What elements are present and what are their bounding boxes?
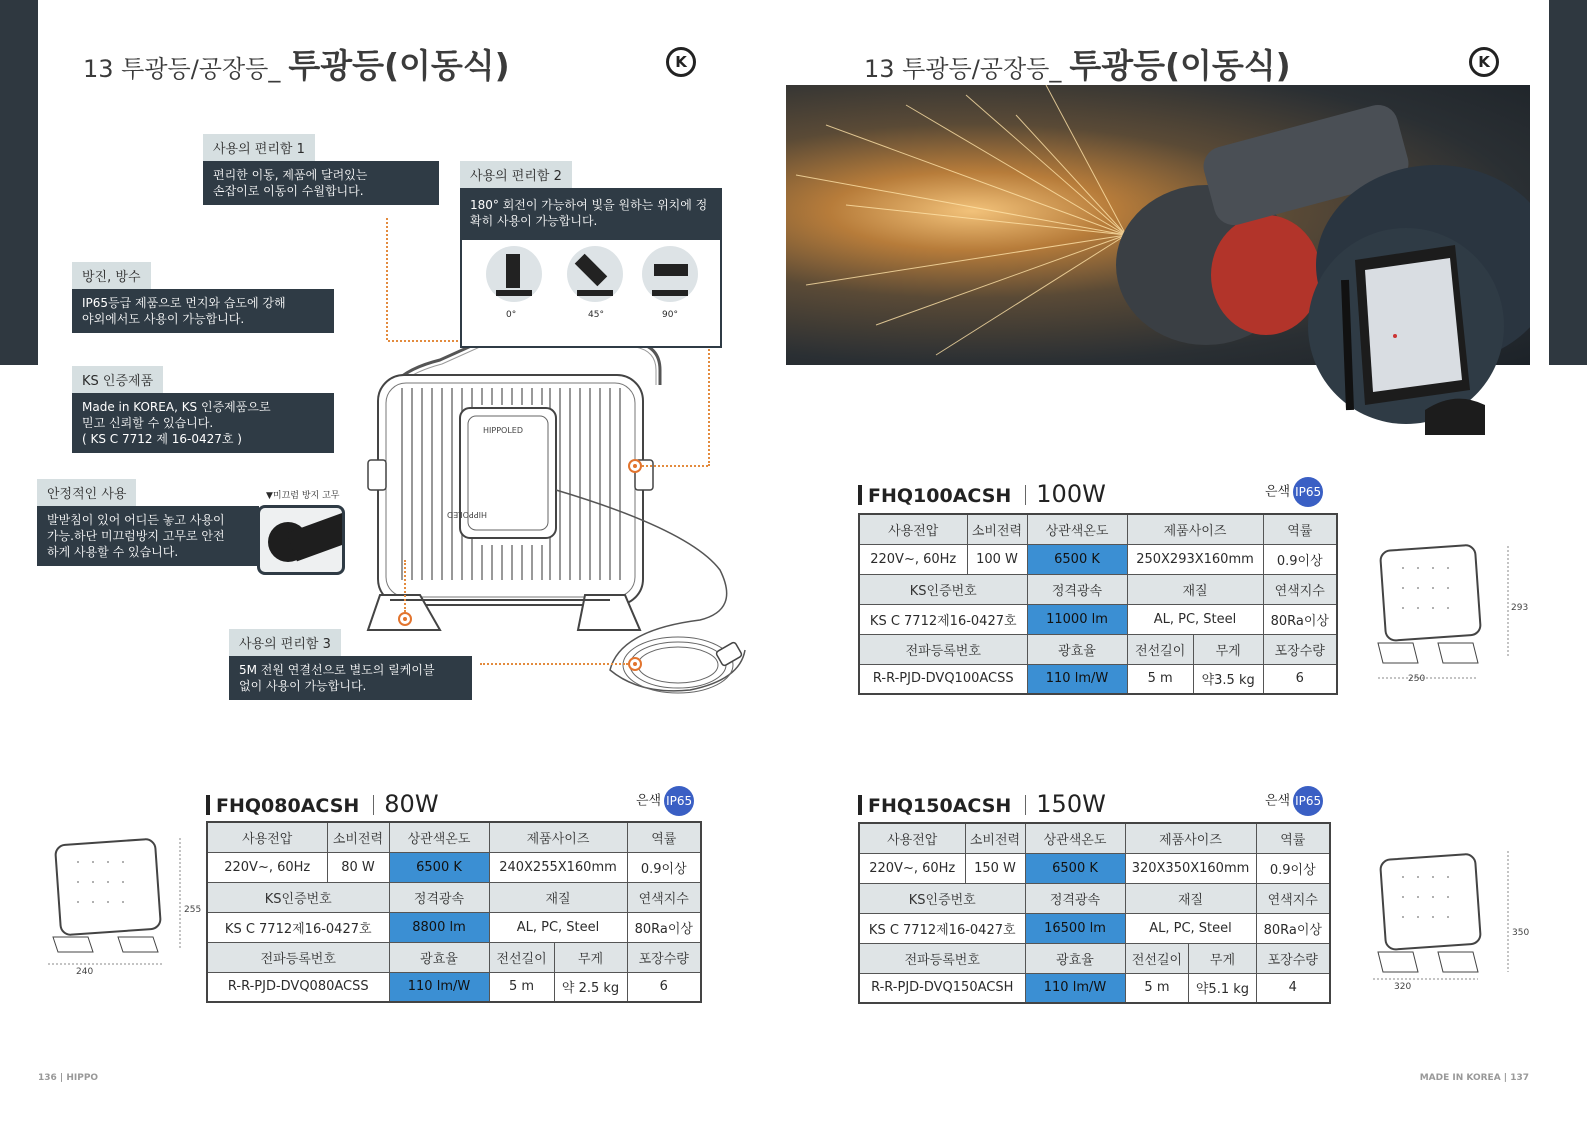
spec-header: 상관색온도 <box>1027 514 1127 544</box>
rubber-label: ▼미끄럼 방지 고무 <box>266 491 340 501</box>
spec-header: 재질 <box>1127 574 1263 604</box>
footer-page-left: 136 | HIPPO <box>38 1073 99 1083</box>
angle-45-icon <box>567 246 623 302</box>
model-heading-100 <box>858 480 1106 508</box>
spec-cell: 5 m <box>489 972 554 1002</box>
feature-tag: 방진, 방수 <box>72 262 151 289</box>
spec-cell: 110 lm/W <box>389 972 489 1002</box>
spec-cell: 0.9이상 <box>1263 544 1337 574</box>
spec-cell: R-R-PJD-DVQ100ACSS <box>859 664 1027 694</box>
spec-header: 정격광속 <box>1027 574 1127 604</box>
spec-cell: 6500 K <box>1027 544 1127 574</box>
color-label: 은색 <box>636 793 662 809</box>
feature-convenience-2 <box>460 161 722 348</box>
spec-header: 무게 <box>1193 634 1263 664</box>
dim-height: 255 <box>184 905 202 915</box>
callout-dot-rotation <box>628 459 642 473</box>
left-page-title <box>83 40 510 87</box>
spec-cell: 약 2.5 kg <box>554 972 627 1002</box>
ip-rating-icon: IP65 <box>1293 786 1323 816</box>
spec-header: 무게 <box>554 942 627 972</box>
spec-cell: 16500 lm <box>1025 913 1125 943</box>
spec-header: KS인증번호 <box>859 574 1027 604</box>
callout-dot-feet <box>398 612 412 626</box>
spec-cell: AL, PC, Steel <box>1125 913 1256 943</box>
spec-cell: R-R-PJD-DVQ080ACSS <box>207 972 389 1002</box>
right-edge-bar <box>1549 0 1587 365</box>
spec-table-100 <box>858 513 1338 695</box>
model-name: FHQ080ACSH <box>216 795 360 817</box>
spec-cell: 0.9이상 <box>627 852 701 882</box>
spec-cell: 6500 K <box>389 852 489 882</box>
right-page-title <box>864 40 1291 87</box>
dimension-drawing-80 <box>38 832 208 982</box>
dimension-drawing-100 <box>1368 538 1528 688</box>
spec-header: 상관색온도 <box>1025 823 1125 853</box>
spec-header: 포장수량 <box>1256 943 1330 973</box>
dim-width: 320 <box>1394 982 1412 992</box>
spec-header: 사용전압 <box>859 514 967 544</box>
spec-cell: 8800 lm <box>389 912 489 942</box>
spec-header: 사용전압 <box>859 823 965 853</box>
spec-header: 연색지수 <box>1256 883 1330 913</box>
color-ip-badge <box>1265 786 1323 816</box>
ip-rating-icon: IP65 <box>664 786 694 816</box>
spec-header: 포장수량 <box>1263 634 1337 664</box>
model-watt: 100W <box>1036 480 1106 508</box>
anti-slip-rubber-photo <box>257 505 345 575</box>
feature-tag: 사용의 편리함 3 <box>229 629 341 656</box>
color-label: 은색 <box>1265 484 1291 500</box>
angle-label: 0° <box>506 310 517 320</box>
spec-cell: 250X293X160mm <box>1127 544 1263 574</box>
spec-table-150 <box>858 822 1331 1004</box>
spec-cell: 100 W <box>967 544 1027 574</box>
spec-header: 제품사이즈 <box>489 822 627 852</box>
spec-header: 연색지수 <box>1263 574 1337 604</box>
feature-ks-certified <box>72 366 334 453</box>
spec-cell: 6500 K <box>1025 853 1125 883</box>
spec-cell: 220V~, 60Hz <box>859 853 965 883</box>
spec-header: 정격광속 <box>1025 883 1125 913</box>
spec-cell: 5 m <box>1127 664 1193 694</box>
ks-mark-icon: K <box>1469 47 1499 77</box>
spec-header: 전선길이 <box>1125 943 1189 973</box>
spec-cell: 150 W <box>965 853 1025 883</box>
spec-cell: 5 m <box>1125 973 1189 1003</box>
feature-text: Made in KOREA, KS 인증제품으로 믿고 신뢰할 수 있습니다. ( KS C 7712 제 16-0427호 ) <box>72 393 334 453</box>
spec-header: 역률 <box>1263 514 1337 544</box>
model-watt: 80W <box>384 790 439 818</box>
spec-header: 전파등록번호 <box>859 943 1025 973</box>
lamp-brand-bottom: HIPPOLED <box>447 510 487 519</box>
spec-header: 전선길이 <box>489 942 554 972</box>
spec-cell: 6 <box>627 972 701 1002</box>
leader-line <box>642 465 708 467</box>
spec-header: 사용전압 <box>207 822 327 852</box>
spec-cell: R-R-PJD-DVQ150ACSH <box>859 973 1025 1003</box>
leader-line <box>404 560 406 612</box>
angle-0-icon <box>486 246 542 302</box>
spec-header: 재질 <box>489 882 627 912</box>
dim-width: 240 <box>76 967 94 977</box>
spec-cell: 6 <box>1263 664 1337 694</box>
spec-cell: KS C 7712제16-0427호 <box>859 604 1027 634</box>
spec-header: 포장수량 <box>627 942 701 972</box>
spec-cell: 110 lm/W <box>1025 973 1125 1003</box>
spec-cell: AL, PC, Steel <box>489 912 627 942</box>
spec-cell: 220V~, 60Hz <box>207 852 327 882</box>
spec-cell: 0.9이상 <box>1256 853 1330 883</box>
spec-cell: 80 W <box>327 852 389 882</box>
feature-tag: 사용의 편리함 2 <box>460 161 572 188</box>
spec-header: 소비전력 <box>327 822 389 852</box>
title-category: 13 투광등/공장등_ <box>83 55 281 83</box>
model-heading-80 <box>206 790 439 818</box>
leader-line <box>386 218 388 340</box>
feature-text: 180° 회전이 가능하여 빛을 원하는 위치에 정 확히 사용이 가능합니다. <box>460 188 722 240</box>
title-category: 13 투광등/공장등_ <box>864 55 1062 83</box>
spec-header: 역률 <box>1256 823 1330 853</box>
dim-height: 350 <box>1512 928 1530 938</box>
ks-mark-icon: K <box>666 47 696 77</box>
footer-page-right: MADE IN KOREA | 137 <box>1419 1073 1529 1083</box>
spec-header: 광효율 <box>1025 943 1125 973</box>
spec-cell: 11000 lm <box>1027 604 1127 634</box>
spec-cell: AL, PC, Steel <box>1127 604 1263 634</box>
feature-tag: KS 인증제품 <box>72 366 163 393</box>
spec-header: 제품사이즈 <box>1125 823 1256 853</box>
angle-label: 45° <box>588 310 604 320</box>
spec-cell: 약5.1 kg <box>1189 973 1256 1003</box>
color-ip-badge <box>1265 477 1323 507</box>
color-label: 은색 <box>1265 793 1291 809</box>
left-edge-bar <box>0 0 38 365</box>
rotation-angles-panel <box>460 240 722 348</box>
spec-header: 전파등록번호 <box>859 634 1027 664</box>
spec-header: 소비전력 <box>965 823 1025 853</box>
dim-height: 293 <box>1511 603 1528 613</box>
spec-cell: 240X255X160mm <box>489 852 627 882</box>
feature-convenience-1 <box>203 134 439 205</box>
color-ip-badge <box>636 786 694 816</box>
feature-text: 편리한 이동, 제품에 달려있는 손잡이로 이동이 수월합니다. <box>203 161 439 205</box>
spec-header: 재질 <box>1125 883 1256 913</box>
feature-text: 발받침이 있어 어디든 놓고 사용이 가능.하단 미끄럼방지 고무로 안전 하게 사용할 수 있습니다. <box>37 506 259 566</box>
spec-header: KS인증번호 <box>207 882 389 912</box>
angle-90-icon <box>642 246 698 302</box>
spec-cell: KS C 7712제16-0427호 <box>207 912 389 942</box>
spec-header: 제품사이즈 <box>1127 514 1263 544</box>
spec-header: 광효율 <box>1027 634 1127 664</box>
feature-text: 5M 전원 연결선으로 별도의 릴케이블 없이 사용이 가능합니다. <box>229 656 472 700</box>
spec-cell: 4 <box>1256 973 1330 1003</box>
spec-header: KS인증번호 <box>859 883 1025 913</box>
leader-line <box>480 663 628 665</box>
model-heading-150 <box>858 790 1106 818</box>
feature-stable-use <box>37 479 259 566</box>
title-main: 투광등(이동식) <box>288 46 510 85</box>
model-watt: 150W <box>1036 790 1106 818</box>
spec-cell: 80Ra이상 <box>1263 604 1337 634</box>
spec-cell: 320X350X160mm <box>1125 853 1256 883</box>
title-main: 투광등(이동식) <box>1069 46 1291 85</box>
spec-cell: 80Ra이상 <box>627 912 701 942</box>
feature-tag: 사용의 편리함 1 <box>203 134 315 161</box>
dimension-drawing-150 <box>1368 847 1533 997</box>
model-name: FHQ150ACSH <box>868 795 1012 817</box>
spec-header: 무게 <box>1189 943 1256 973</box>
angle-label: 90° <box>662 310 678 320</box>
spec-cell: KS C 7712제16-0427호 <box>859 913 1025 943</box>
callout-dot-cable <box>628 657 642 671</box>
spec-cell: 110 lm/W <box>1027 664 1127 694</box>
feature-waterproof <box>72 262 334 333</box>
feature-tag: 안정적인 사용 <box>37 479 136 506</box>
spec-header: 역률 <box>627 822 701 852</box>
spec-cell: 220V~, 60Hz <box>859 544 967 574</box>
ip-rating-icon: IP65 <box>1293 477 1323 507</box>
feature-convenience-3 <box>229 629 472 700</box>
spec-header: 연색지수 <box>627 882 701 912</box>
feature-text: IP65등급 제품으로 먼지와 습도에 강해 야외에서도 사용이 가능합니다. <box>72 289 334 333</box>
lamp-brand-top: HIPPOLED <box>483 426 523 435</box>
spec-header: 전선길이 <box>1127 634 1193 664</box>
product-photo <box>1325 240 1495 440</box>
spec-header: 상관색온도 <box>389 822 489 852</box>
spec-header: 소비전력 <box>967 514 1027 544</box>
spec-header: 정격광속 <box>389 882 489 912</box>
spec-cell: 약3.5 kg <box>1193 664 1263 694</box>
spec-header: 광효율 <box>389 942 489 972</box>
spec-table-80 <box>206 821 702 1003</box>
spec-cell: 80Ra이상 <box>1256 913 1330 943</box>
spec-header: 전파등록번호 <box>207 942 389 972</box>
dim-width: 250 <box>1408 674 1426 684</box>
model-name: FHQ100ACSH <box>868 485 1012 507</box>
